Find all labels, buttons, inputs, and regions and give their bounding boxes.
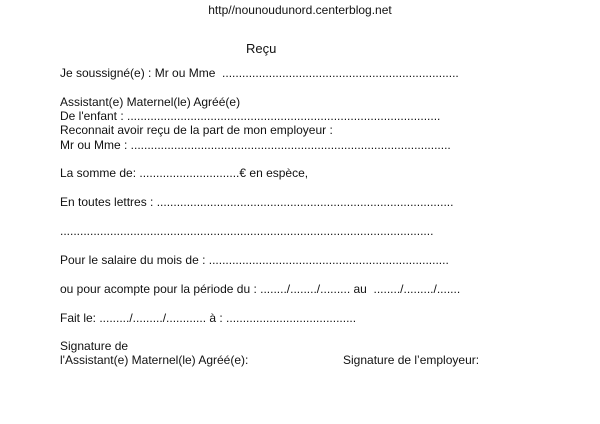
line-en-toutes-lettres: En toutes lettres : .........................................................................................: [60, 195, 454, 209]
line-signature-label: Signature de: [60, 339, 129, 353]
line-somme: La somme de: ..............................€ en espèce,: [60, 166, 309, 180]
signature-employeur: Signature de l’employeur:: [343, 353, 480, 367]
signature-assistant: l'Assistant(e) Maternel(le) Agréé(e):: [60, 353, 249, 367]
line-enfant: De l'enfant : ..............................................................................................: [60, 109, 441, 123]
document-title: Reçu: [246, 41, 277, 56]
source-url: http//nounoudunord.centerblog.net: [208, 3, 392, 17]
line-acompte: ou pour acompte pour la période du : ......../......../......... au ......../........./.......: [60, 282, 461, 296]
line-reconnait: Reconnait avoir reçu de la part de mon employeur :: [60, 123, 333, 137]
line-assistant: Assistant(e) Maternel(le) Agréé(e): [60, 95, 241, 109]
line-en-toutes-lettres-suite: ................................................................................................................: [60, 224, 434, 238]
line-salaire: Pour le salaire du mois de : ........................................................................: [60, 253, 449, 267]
line-soussigne: Je soussigné(e) : Mr ou Mme .......................................................................: [60, 66, 459, 80]
line-fait-le: Fait le: ........./........./............ à : .......................................: [60, 311, 357, 325]
line-mr-mme: Mr ou Mme : ................................................................................................: [60, 138, 451, 152]
